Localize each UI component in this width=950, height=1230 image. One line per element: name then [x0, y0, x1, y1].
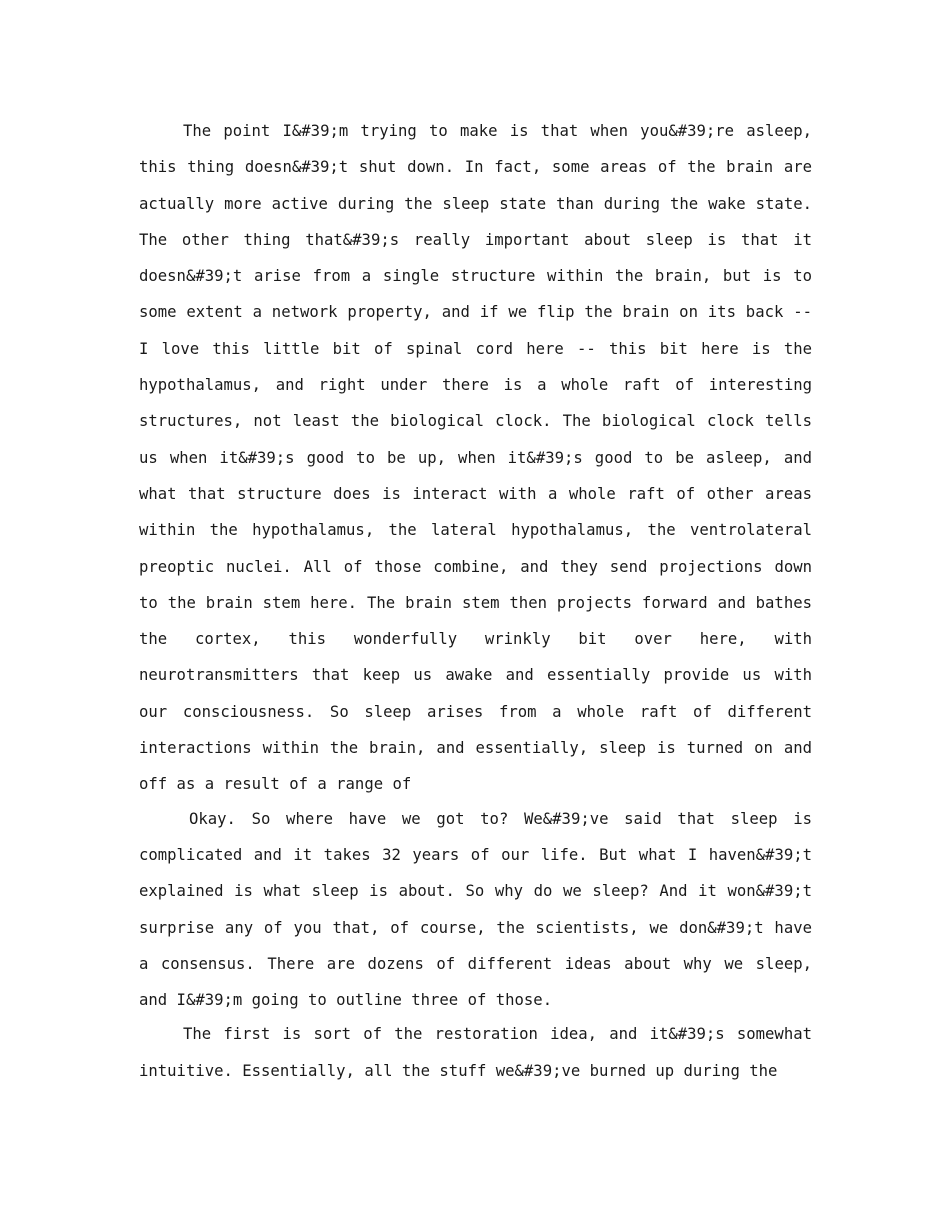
paragraph: The point I&#39;m trying to make is that when you&#39;re asleep, this thing doesn&#39;t shut down. In fact, some areas of the brain are actually more active during the sleep state than during the wake state. The other thing that&#39;s really important about sleep is that it doesn&#39;t arise from a single structure within the brain, but is to some extent a network property, and if we flip the brain on its back -- I love this little bit of spinal cord here -- this bit here is the hypothalamus, and right under there is a whole raft of interesting structures, not least the biological clock. The biological clock tells us when it&#39;s good to be up, when it&#39;s good to be asleep, and what that structure does is interact with a whole raft of other areas within the hypothalamus, the lateral hypothalamus, the ventrolateral preoptic nuclei. All of those combine, and they send projections down to the brain stem here. The brain stem then projects forward and bathes the cortex, this wonderfully wrinkly bit over here, with neurotransmitters that keep us awake and essentially provide us with our consciousness. So sleep arises from a whole raft of different interactions within the brain, and essentially, sleep is turned on and off as a result of a range of — [139, 122, 812, 794]
paragraph: Okay. So where have we got to? We&#39;ve said that sleep is complicated and it takes 32 years of our life. But what I haven&#39;t explained is what sleep is about. So why do we sleep? And it won&#39;t surprise any of you that, of course, the scientists, we don&#39;t have a consensus. There are dozens of different ideas about why we sleep, and I&#39;m going to outline three of those. — [139, 809, 812, 1010]
body-text — [139, 113, 812, 1089]
paragraph: The first is sort of the restoration idea, and it&#39;s somewhat intuitive. Essentially, all the stuff we&#39;ve burned up during the — [139, 1025, 812, 1080]
